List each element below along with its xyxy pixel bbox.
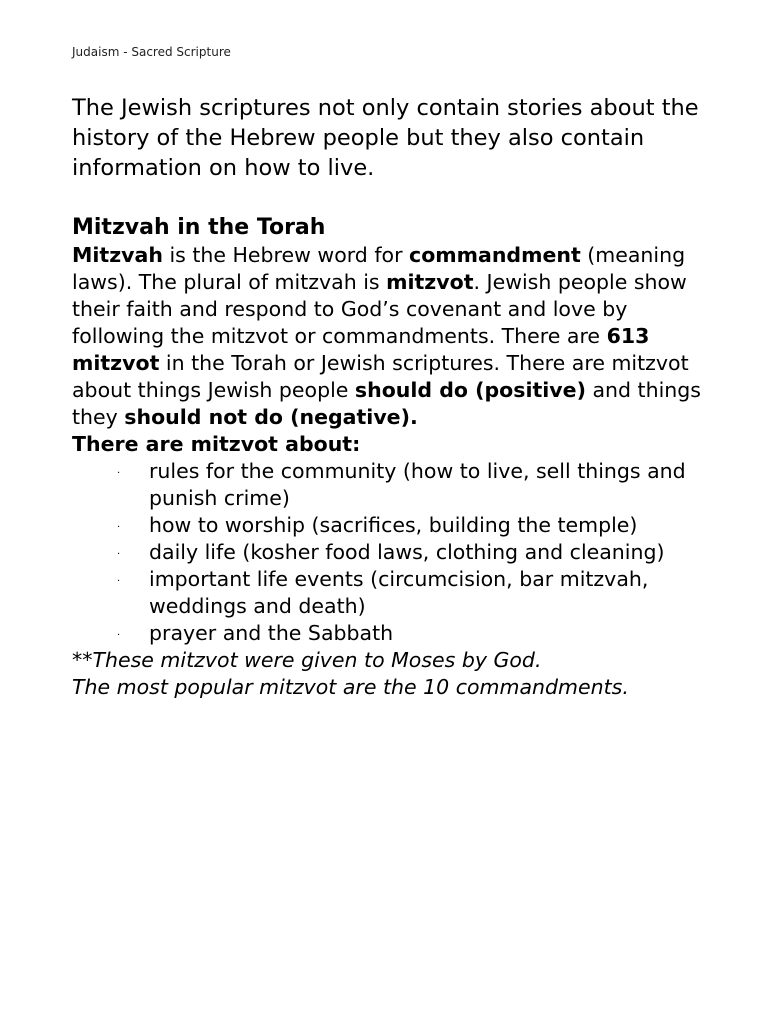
list-item	[72, 566, 702, 620]
bullet-icon: ·	[117, 576, 121, 587]
intro-paragraph: The Jewish scriptures not only contain stories about the history of the Hebrew people but they also contain information on how to live.	[72, 95, 699, 181]
bullet-icon: ·	[117, 522, 121, 533]
mitzvot-list	[72, 458, 702, 647]
list-heading: There are mitzvot about:	[72, 432, 361, 456]
paragraph-text-2: (meaning laws). The plural of mitzvah is	[72, 243, 686, 294]
paragraph-text-1: is the Hebrew word for	[162, 243, 410, 267]
term-positive: should do (positive)	[354, 378, 586, 402]
bullet-icon: ·	[117, 630, 121, 641]
list-item-text: important life events (circumcision, bar mitzvah, weddings and death)	[149, 567, 649, 618]
list-item-text: rules for the community (how to live, sell things and punish crime)	[149, 459, 686, 510]
paragraph-text-4: in the Torah or Jewish scriptures. There are mitzvot about things Jewish people	[72, 351, 689, 402]
section-heading: Mitzvah in the Torah	[72, 215, 326, 240]
bullet-icon: ·	[117, 468, 121, 479]
mitzvah-paragraph	[72, 242, 702, 431]
term-negative: should not do (negative).	[124, 405, 418, 429]
list-item-text: prayer and the Sabbath	[149, 621, 394, 645]
list-item	[72, 458, 702, 512]
term-commandment: commandment	[409, 243, 581, 267]
note-moses: **These mitzvot were given to Moses by God.	[72, 648, 542, 672]
term-613-mitzvot: 613 mitzvot	[72, 324, 650, 375]
list-item	[72, 512, 702, 539]
bullet-icon: ·	[117, 549, 121, 560]
page-header: Judaism - Sacred Scripture	[72, 45, 231, 59]
list-item-text: daily life (kosher food laws, clothing and cleaning)	[149, 540, 665, 564]
paragraph-text-5: and things they	[72, 378, 701, 429]
document-body	[72, 93, 702, 701]
list-item	[72, 620, 702, 647]
paragraph-text-3: . Jewish people show their faith and respond to God’s covenant and love by following the mitzvot or commandments. There are	[72, 270, 687, 348]
list-item-text: how to worship (sacrifices, building the temple)	[149, 513, 638, 537]
note-ten-commandments: The most popular mitzvot are the 10 commandments.	[72, 675, 629, 699]
term-mitzvot: mitzvot	[386, 270, 474, 294]
list-item	[72, 539, 702, 566]
term-mitzvah: Mitzvah	[72, 243, 163, 267]
